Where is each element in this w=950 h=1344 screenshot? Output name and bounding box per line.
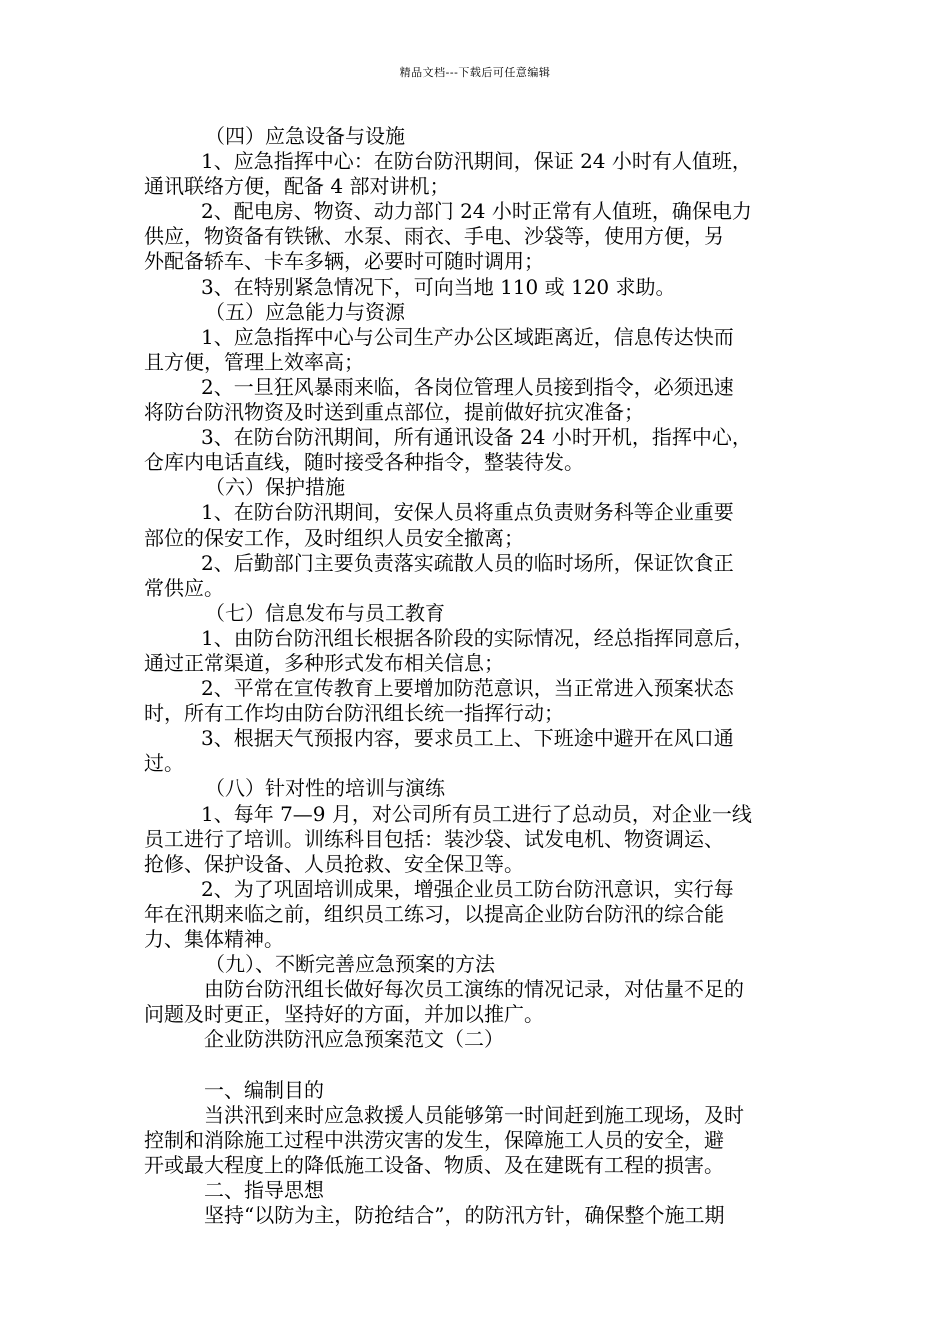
- text-line: 力、集体精神。: [144, 927, 284, 951]
- text-line: 员工进行了培训。训练科目包括：装沙袋、试发电机、物资调运、: [144, 826, 724, 851]
- text-line: 抢修、保护设备、人员抢救、安全保卫等。: [144, 851, 524, 876]
- text-line: 过。: [144, 751, 184, 776]
- text-line: 且方便，管理上效率高；: [144, 349, 364, 374]
- text-line: 1、在防台防汛期间，安保人员将重点负责财务科等企业重要: [201, 500, 734, 525]
- text-line: 坚持“以防为主，防抢结合”，的防汛方针，确保整个施工期: [204, 1203, 725, 1228]
- text-line: 一、编制目的: [204, 1077, 324, 1102]
- text-line: 当洪汛到来时应急救援人员能够第一时间赶到施工现场，及时: [204, 1102, 744, 1127]
- text-line: 企业防洪防汛应急预案范文（二）: [204, 1027, 504, 1052]
- text-line: （六）保护措施: [205, 475, 345, 500]
- text-line: 3、在防台防汛期间，所有通讯设备 24 小时开机，指挥中心，: [201, 425, 752, 450]
- text-line: 由防台防汛组长做好每次员工演练的情况记录，对估量不足的: [204, 977, 744, 1002]
- document-body: [144, 124, 812, 1228]
- text-line: 1、由防台防汛组长根据各阶段的实际情况，经总指挥同意后，: [201, 625, 754, 650]
- text-line: 问题及时更正，坚持好的方面，并加以推广。: [144, 1002, 544, 1027]
- text-line: 仓库内电话直线，随时接受各种指令，整装待发。: [144, 450, 584, 475]
- text-line: 常供应。: [144, 575, 224, 600]
- text-line: （四）应急设备与设施: [205, 124, 405, 148]
- text-line: 2、后勤部门主要负责落实疏散人员的临时场所，保证饮食正: [201, 550, 734, 575]
- text-line: 控制和消除施工过程中洪涝灾害的发生，保障施工人员的安全，避: [144, 1127, 724, 1152]
- text-line: （五）应急能力与资源: [205, 299, 405, 324]
- text-line: 1、应急指挥中心与公司生产办公区域距离近，信息传达快而: [201, 324, 734, 349]
- text-line: 2、为了巩固培训成果，增强企业员工防台防汛意识，实行每: [201, 876, 734, 901]
- text-line: 1、每年 7—9 月，对公司所有员工进行了总动员，对企业一线: [201, 801, 752, 826]
- text-line: （七）信息发布与员工教育: [205, 600, 445, 625]
- text-line: 3、在特别紧急情况下，可向当地 110 或 120 求助。: [201, 274, 676, 299]
- text-line: 供应，物资备有铁锹、水泵、雨衣、手电、沙袋等，使用方便，另: [144, 224, 724, 249]
- text-line: （八）针对性的培训与演练: [205, 776, 445, 801]
- text-line: 1、应急指挥中心：在防台防汛期间，保证 24 小时有人值班，: [201, 149, 752, 174]
- text-line: 通过正常渠道，多种形式发布相关信息；: [144, 650, 504, 675]
- text-line: 年在汛期来临之前，组织员工练习，以提高企业防台防汛的综合能: [144, 901, 724, 926]
- text-line: 3、根据天气预报内容，要求员工上、下班途中避开在风口通: [201, 726, 734, 751]
- page-header: 精品文档---下载后可任意编辑: [399, 66, 551, 79]
- text-line: 2、平常在宣传教育上要增加防范意识，当正常进入预案状态: [201, 676, 734, 701]
- text-line: 2、一旦狂风暴雨来临，各岗位管理人员接到指令，必须迅速: [201, 374, 734, 399]
- text-line: 部位的保安工作，及时组织人员安全撤离；: [144, 525, 524, 550]
- text-line: 时，所有工作均由防台防汛组长统一指挥行动；: [144, 701, 564, 726]
- text-line: 开或最大程度上的降低施工设备、物质、及在建既有工程的损害。: [144, 1152, 724, 1177]
- text-line: 外配备轿车、卡车多辆，必要时可随时调用；: [144, 249, 544, 274]
- blank-line: [144, 1052, 812, 1077]
- text-line: 通讯联络方便，配备 4 部对讲机；: [144, 174, 450, 199]
- text-line: 2、配电房、物资、动力部门 24 小时正常有人值班，确保电力: [201, 199, 752, 224]
- text-line: （九）、不断完善应急预案的方法: [205, 952, 495, 977]
- text-line: 二、指导思想: [204, 1177, 324, 1202]
- text-line: 将防台防汛物资及时送到重点部位，提前做好抗灾准备；: [144, 400, 644, 425]
